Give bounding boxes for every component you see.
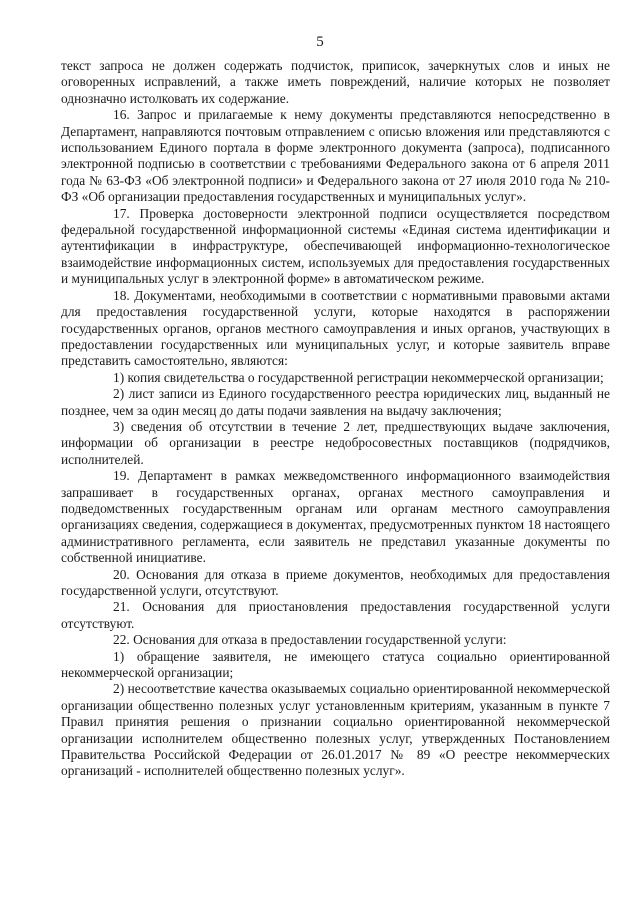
paragraph-18: 18. Документами, необходимыми в соответствии с нормативными правовыми актами для предоставления государственной услуги, которые находятся в распоряжении государственных органов, органов местного самоуправления и иных органов, участвующих в предоставлении государственных или муниципальных услуг, и которые заявитель вправе представить самостоятельно, являются: xyxy=(61,287,610,369)
paragraph-continuation: текст запроса не должен содержать подчисток, приписок, зачеркнутых слов и иных не оговоренных исправлений, а также иметь повреждений, наличие которых не позволяет однозначно истолковать их содержание. xyxy=(61,58,610,106)
paragraph-16: 16. Запрос и прилагаемые к нему документы представляются непосредственно в Департамент, направляются почтовым отправлением с описью вложения или представляются с использованием Единого портала в форме электронного документа (запроса), подписанного электронной подписью в соответствии с требованиями Федерального закона от 6 апреля 2011 года № 63-ФЗ «Об электронной подписи» и Федерального закона от 27 июля 2010 года № 210-ФЗ «Об организации предоставления государственных и муниципальных услуг». xyxy=(61,107,610,205)
paragraph-17: 17. Проверка достоверности электронной подписи осуществляется посредством федеральной государственной информационной системы «Единая система идентификации и аутентификации в инфраструктуре, обеспечивающей информационно-технологическое взаимодействие информационных систем, используемых для предоставления государственных и муниципальных услуг в электронной форме» в автоматическом режиме. xyxy=(61,205,610,287)
list-item-18-3: 3) сведения об отсутствии в течение 2 лет, предшествующих выдаче заключения, информации об организации в реестре недобросовестных поставщиков (подрядчиков, исполнителей. xyxy=(61,418,610,467)
list-item-18-1: 1) копия свидетельства о государственной регистрации некоммерческой организации; xyxy=(113,369,604,385)
paragraph-19: 19. Департамент в рамках межведомственного информационного взаимодействия запрашивает в государственных органах, органах местного самоуправления и подведомственных государственным органам или органам местного самоуправления организациях сведения, содержащиеся в документах, предусмотренных пунктом 18 настоящего административного регламента, если заявитель не представил указанные документы по собственной инициативе. xyxy=(61,468,610,566)
document-body xyxy=(61,58,610,780)
list-item-22-1: 1) обращение заявителя, не имеющего статуса социально ориентированной некоммерческой организации; xyxy=(61,648,610,681)
list-item-18-2: 2) лист записи из Единого государственного реестра юридических лиц, выданный не позднее, чем за один месяц до даты подачи заявления на выдачу заключения; xyxy=(61,386,610,418)
paragraph-22: 22. Основания для отказа в предоставлении государственной услуги: xyxy=(113,632,507,648)
page-number: 5 xyxy=(316,34,324,50)
paragraph-21: 21. Основания для приостановления предоставления государственной услуги отсутствуют. xyxy=(61,599,610,631)
paragraph-20: 20. Основания для отказа в приеме документов, необходимых для предоставления государственной услуги, отсутствуют. xyxy=(61,566,610,598)
list-item-22-2: 2) несоответствие качества оказываемых социально ориентированной некоммерческой организации общественно полезных услуг установленным критериям, указанным в пункте 7 Правил принятия решения о признании социально ориентированной некоммерческой организации исполнителем общественно полезных услуг, утвержденных Постановлением Правительства Российской Федерации от 26.01.2017 № 89 «О реестре некоммерческих организаций - исполнителей общественно полезных услуг». xyxy=(61,681,610,779)
